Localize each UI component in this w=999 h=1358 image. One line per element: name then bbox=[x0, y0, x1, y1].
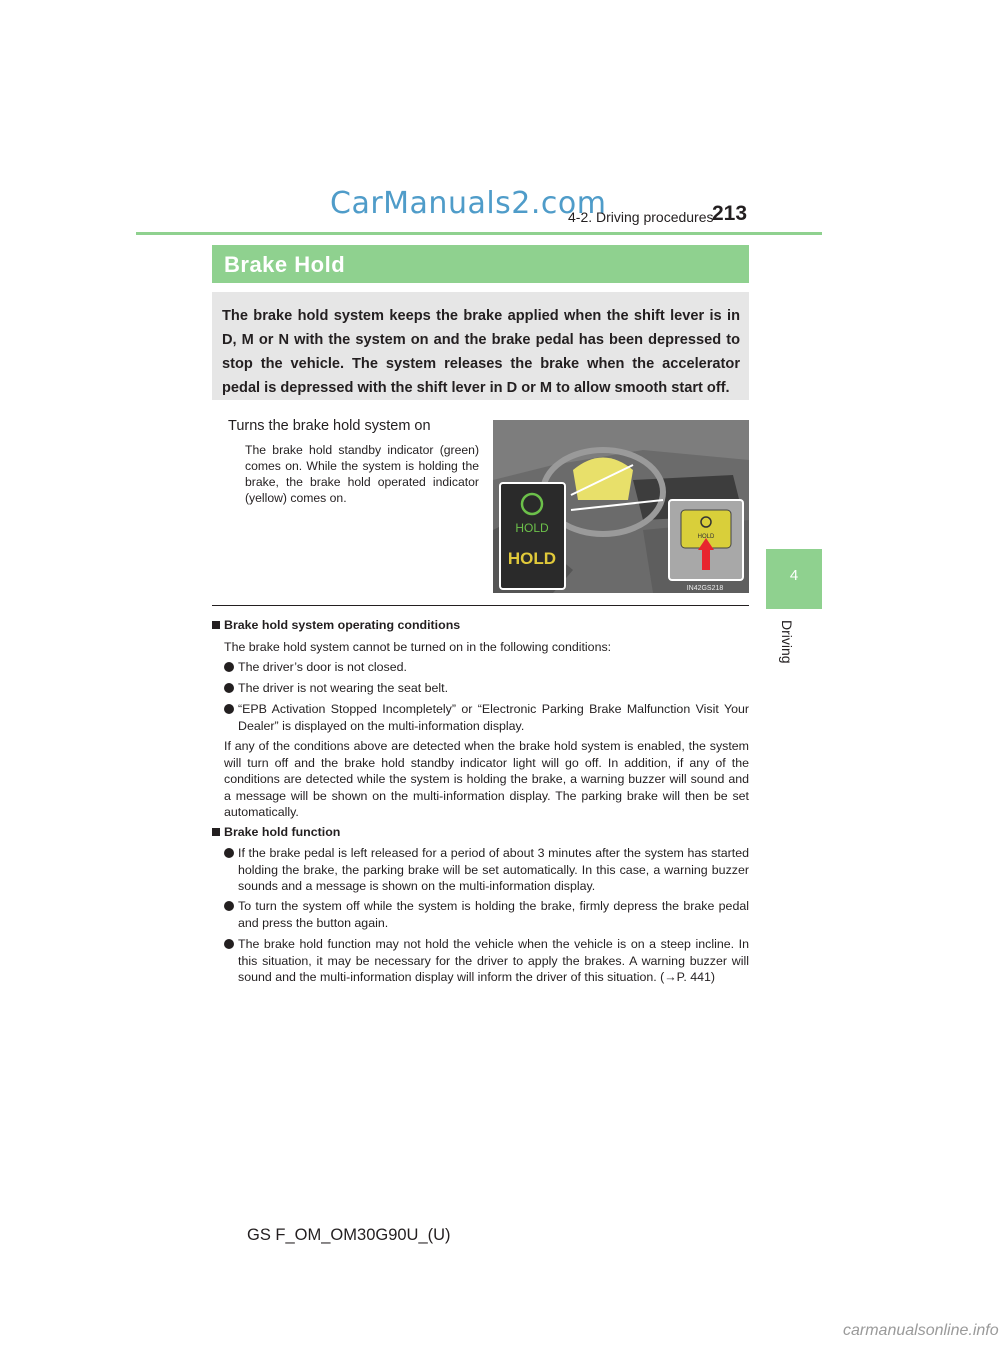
bullet-dot-icon bbox=[224, 848, 234, 858]
conditions-heading-row bbox=[212, 617, 749, 634]
square-bullet-icon bbox=[212, 828, 220, 836]
list-item: The driver’s door is not closed. bbox=[224, 659, 749, 676]
watermark: CarManuals2.com bbox=[330, 186, 607, 221]
bullet-dot-icon bbox=[224, 662, 234, 672]
section-divider bbox=[212, 605, 749, 606]
site-logo: carmanualsonline.info bbox=[843, 1322, 999, 1339]
bullet-dot-icon bbox=[224, 901, 234, 911]
bullet-dot-icon bbox=[224, 683, 234, 693]
brake-hold-figure bbox=[493, 420, 749, 593]
list-item: The brake hold function may not hold the vehicle when the vehicle is on a steep incline. In this situation, it may be necessary for the driver to apply the brakes. A warning buzzer will sound and the multi-information display will inform the driver of this situation. (→P. 441) bbox=[224, 936, 749, 986]
figure-code: IN42GS218 bbox=[686, 585, 724, 592]
indicator-yellow-label: HOLD bbox=[507, 549, 557, 568]
list-item: To turn the system off while the system is holding the brake, firmly depress the brake pedal and press the button again. bbox=[224, 898, 749, 931]
conditions-heading: Brake hold system operating conditions bbox=[224, 618, 461, 632]
function-heading: Brake hold function bbox=[224, 825, 341, 839]
list-item: If the brake pedal is left released for a period of about 3 minutes after the system has started holding the brake, the parking brake will be set automatically. In this case, a warning buzzer sounds and a message is shown on the multi-information display. bbox=[224, 845, 749, 895]
step-text: Turns the brake hold system on bbox=[228, 418, 431, 434]
page-title: Brake Hold bbox=[224, 252, 346, 277]
function-heading-row bbox=[212, 824, 749, 841]
conditions-note: If any of the conditions above are detected when the brake hold system is enabled, the system will turn off and the brake hold standby indicator light will go off. In addition, if any of the conditions are detected while the system is holding the brake, a warning buzzer will sound and a message will be shown on the multi-information display. The parking brake will then be set automatically. bbox=[224, 739, 749, 819]
chapter-label: Driving bbox=[779, 620, 795, 664]
list-item: The driver is not wearing the seat belt. bbox=[224, 680, 749, 697]
dashboard-illustration bbox=[493, 420, 749, 593]
bullet-dot-icon bbox=[224, 939, 234, 949]
bullet-dot-icon bbox=[224, 704, 234, 714]
chapter-number: 4 bbox=[789, 567, 799, 584]
button-label: HOLD bbox=[697, 534, 715, 540]
square-bullet-icon bbox=[212, 621, 220, 629]
document-code: GS F_OM_OM30G90U_(U) bbox=[247, 1226, 451, 1244]
page-number: 213 bbox=[712, 202, 748, 225]
section-heading: 4-2. Driving procedures bbox=[568, 209, 714, 225]
indicator-panel bbox=[500, 483, 565, 589]
list-item: “EPB Activation Stopped Incompletely” or “Electronic Parking Brake Malfunction Visit Your Dealer” is displayed on the multi-information display. bbox=[224, 701, 749, 734]
conditions-lead: The brake hold system cannot be turned on in the following conditions: bbox=[224, 640, 612, 654]
intro-text: The brake hold system keeps the brake applied when the shift lever is in D, M or N with the system on and the brake pedal has been depressed to stop the vehicle. The system releases the brake when the accelerator pedal is depressed with the shift lever in D or M to allow smooth start off. bbox=[222, 308, 740, 396]
indicator-green-label: HOLD bbox=[515, 521, 549, 535]
header-rule bbox=[136, 232, 822, 235]
step-description: The brake hold standby indicator (green) comes on. While the system is holding the brake, the brake hold operated indicator (yellow) comes on. bbox=[245, 443, 479, 505]
